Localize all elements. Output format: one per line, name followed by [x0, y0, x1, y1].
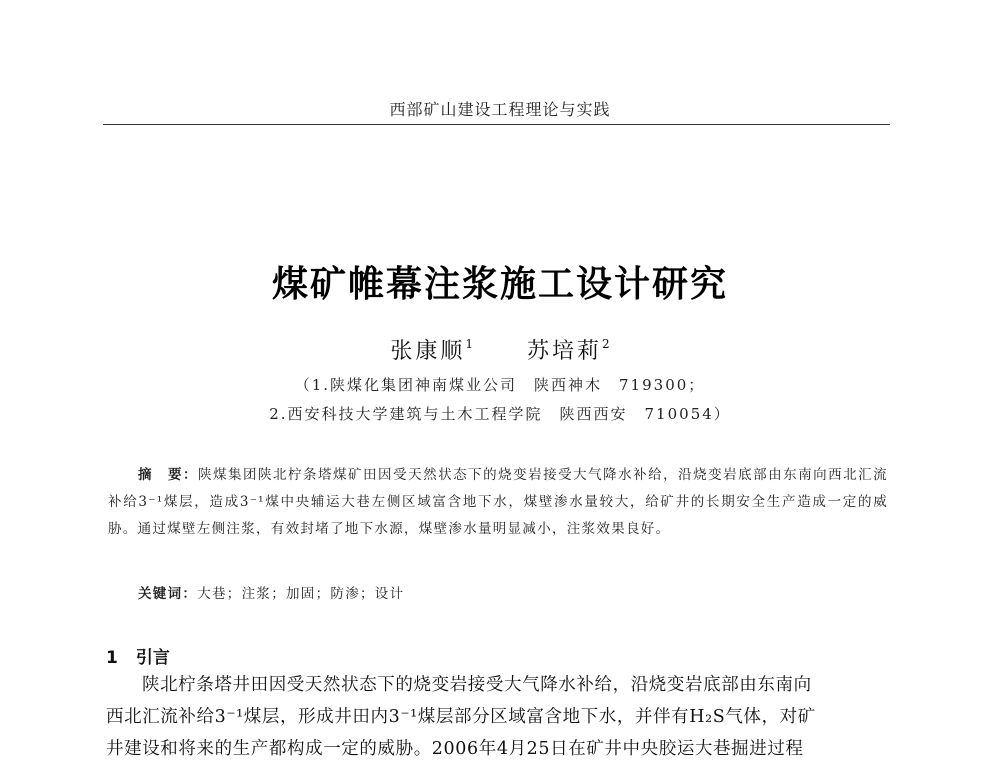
author-line	[0, 334, 1000, 365]
affiliation: （1.陕煤化集团神南煤业公司 陕西神木 719300；	[294, 376, 706, 394]
author-name: 张康顺	[390, 339, 466, 364]
affiliation: 2.西安科技大学建筑与土木工程学院 陕西西安 710054）	[269, 405, 731, 423]
section-heading	[106, 643, 170, 668]
body-paragraph	[106, 669, 890, 765]
abstract-text: 陕煤集团陕北柠条塔煤矿田因受天然状态下的烧变岩接受大气降水补给，沿烧变岩底部由东南向西北汇流补给3⁻¹煤层，造成3⁻¹煤中央辅运大巷左侧区域富含地下水，煤壁渗水量较大，给矿井的长期安全生产造成一定的威胁。通过煤壁左侧注浆，有效封堵了地下水源，煤壁渗水量明显减小，注浆效果良好。	[108, 467, 888, 537]
keywords-text: 大巷；注浆；加固；防渗；设计	[197, 586, 405, 602]
paper-title: 煤矿帷幕注浆施工设计研究	[271, 264, 728, 305]
section-number: 1	[106, 648, 118, 668]
body-line: 西北汇流补给3⁻¹煤层，形成井田内3⁻¹煤层部分区域富含地下水，并伴有H₂S气体，对矿	[106, 707, 816, 727]
abstract-label: 摘 要：	[138, 467, 199, 483]
section-title: 引言	[135, 648, 170, 668]
body-line: 陕北柠条塔井田因受天然状态下的烧变岩接受大气降水补给，沿烧变岩底部由东南向	[142, 675, 812, 695]
author-name: 苏培莉	[527, 339, 603, 364]
author-affiliation-mark: 2	[602, 337, 610, 351]
running-header: 西部矿山建设工程理论与实践	[389, 100, 611, 119]
keywords-label: 关键词：	[138, 586, 198, 602]
author-affiliation-mark: 1	[465, 337, 473, 351]
keywords	[138, 582, 404, 602]
abstract	[108, 462, 888, 543]
header-rule	[103, 124, 890, 125]
body-line: 井建设和将来的生产都构成一定的威胁。2006年4月25日在矿井中央胶运大巷掘进过程	[106, 739, 804, 759]
